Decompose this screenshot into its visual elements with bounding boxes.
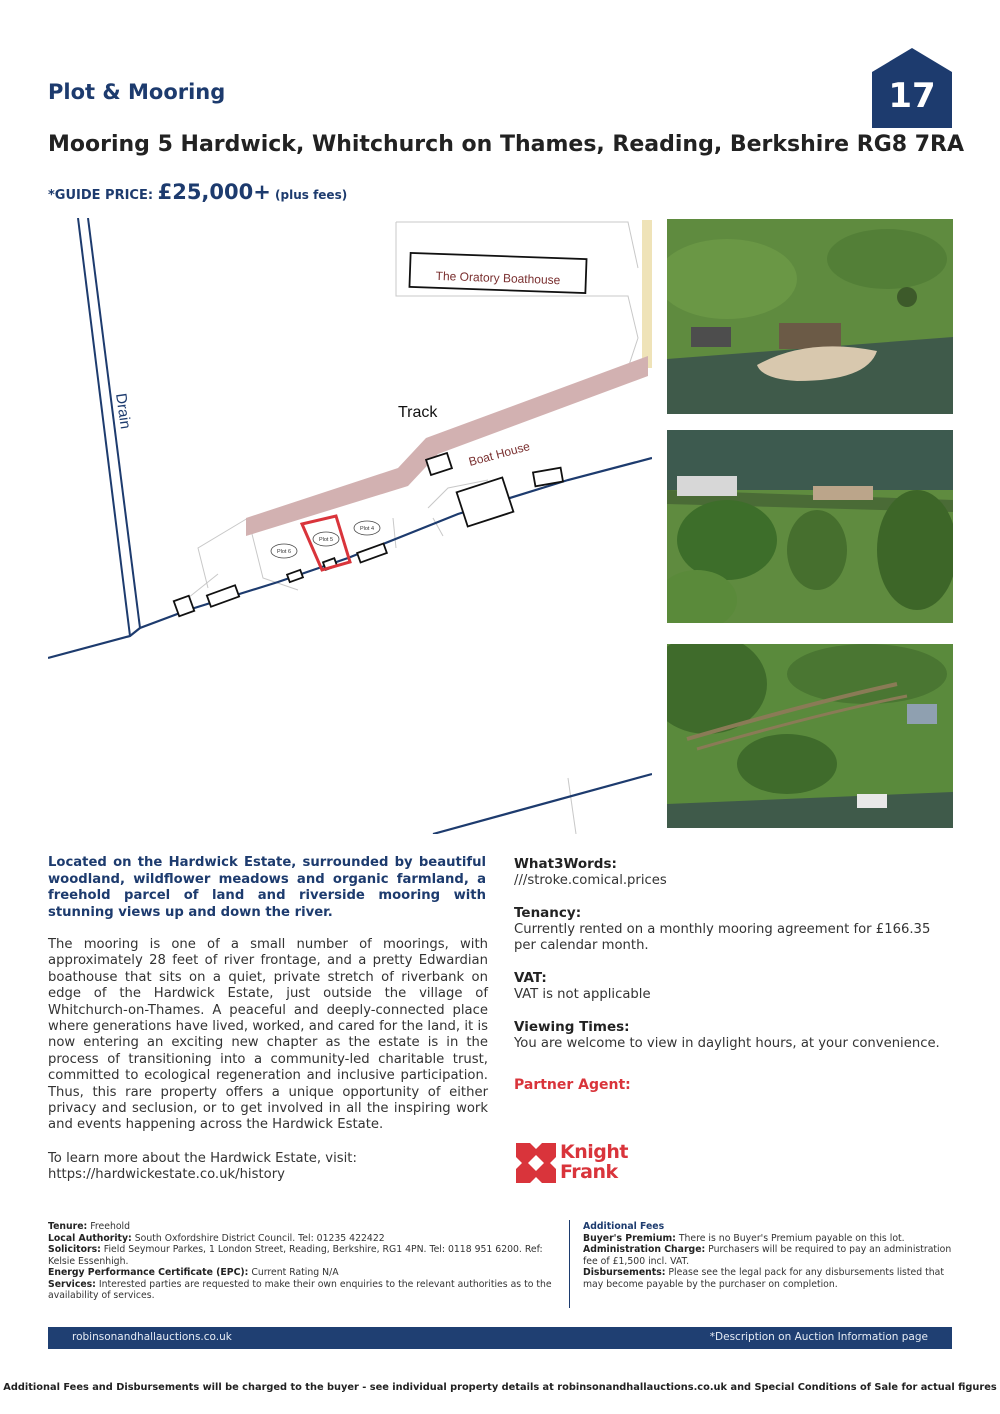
property-address: Mooring 5 Hardwick, Whitchurch on Thames, Reading, Berkshire RG8 7RA <box>48 132 964 157</box>
description-text: The mooring is one of a small number of moorings, with approximately 28 feet of river frontage, and a pretty Edwardian boathouse that sits on a quiet, private stretch of riverbank on edge of the Hardwick Estate, just outside the village of Whitchurch-on-Thames. A peaceful and deeply-connected place where generations have lived, worked, and cared for the land, it is now entering an exciting new chapter as the estate is in the process of transitioning into a community-led charitable trust, committed to ecological regeneration and inclusive participation. Thus, this rare property offers a unique opportunity of either privacy and seclusion, or to get involved in all the inspiring work and events happening across the Hardwick Estate. <box>48 937 488 1133</box>
track-shape <box>246 356 648 536</box>
guide-price-value: £25,000+ <box>157 180 271 204</box>
sand-strip <box>642 220 652 368</box>
disbursements-line: Disbursements: Please see the legal pack for any disbursements listed that may become payable by the purchaser on completion. <box>583 1267 944 1290</box>
guide-price-fees: (plus fees) <box>270 188 348 202</box>
aerial-photo-2 <box>667 430 953 623</box>
footer-note: *Description on Auction Information page <box>709 1331 928 1343</box>
lot-number: 17 <box>888 76 936 116</box>
learn-more-text: To learn more about the Hardwick Estate, visit: https://hardwickestate.co.uk/history <box>48 1151 357 1183</box>
viewing-label: Viewing Times: <box>514 1019 630 1035</box>
tenure-line: Tenure: Freehold <box>48 1221 131 1232</box>
services-line: Services: Interested parties are requested to make their own enquiries to the relevant authorities as to the availability of services. <box>48 1278 552 1301</box>
guide-price <box>48 180 347 204</box>
what3words-label: What3Words: <box>514 856 617 872</box>
fees-heading: Additional Fees <box>583 1221 665 1232</box>
additional-fees <box>583 1221 955 1290</box>
premium-line: Buyer's Premium: There is no Buyer's Premium payable on this lot. <box>583 1232 905 1244</box>
tenancy-value: Currently rented on a monthly mooring agreement for £166.35 per calendar month. <box>514 922 931 954</box>
intro-text: Located on the Hardwick Estate, surrounded by beautiful woodland, wildflower meadows and organic farmland, a freehold parcel of land and riverside mooring with stunning views up and down the river. <box>48 855 486 920</box>
solicitors-line: Solicitors: Field Seymour Parkes, 1 London Street, Reading, Berkshire, RG1 4PN. Tel: 0118 951 6200. Ref: Kelsie Essenhigh. <box>48 1244 543 1267</box>
tenancy-label: Tenancy: <box>514 905 582 921</box>
knight-frank-logo-text: Knight Frank <box>560 1141 628 1183</box>
footer-url-link[interactable]: robinsonandhallauctions.co.uk <box>72 1331 232 1343</box>
boat-house-label: Boat House <box>467 439 532 469</box>
guide-price-label: *GUIDE PRICE: <box>48 188 158 203</box>
building-small-5 <box>207 585 239 607</box>
partner-agent-label: Partner Agent: <box>514 1077 631 1093</box>
legal-info <box>48 1221 558 1302</box>
what3words-value: ///stroke.comical.prices <box>514 873 667 888</box>
legal-divider <box>569 1220 570 1308</box>
building-small-6 <box>287 570 303 582</box>
track-label: Track <box>398 404 438 421</box>
plot-6-label: Plot 6 <box>276 549 292 555</box>
site-plan-map <box>48 218 652 834</box>
river-far-bank <box>433 774 652 834</box>
vat-value: VAT is not applicable <box>514 987 651 1002</box>
authority-line: Local Authority: South Oxfordshire District Council. Tel: 01235 422422 <box>48 1232 385 1244</box>
vat-label: VAT: <box>514 970 547 986</box>
plot-4-label: Plot 4 <box>359 526 375 532</box>
aerial-photo-3 <box>667 644 953 828</box>
viewing-value: You are welcome to view in daylight hours, at your convenience. <box>514 1036 940 1051</box>
bottom-disclaimer: Additional Fees and Disbursements will be charged to the buyer - see individual property details at robinsonandhallauctions.co.uk and Special Conditions of Sale for actual figures <box>3 1382 997 1393</box>
aerial-photo-1 <box>667 219 953 414</box>
building-small-3 <box>357 544 387 563</box>
section-title: Plot & Mooring <box>48 80 226 104</box>
epc-line: Energy Performance Certificate (EPC): Current Rating N/A <box>48 1267 339 1278</box>
knight-frank-logo-icon <box>516 1143 556 1183</box>
oratory-boathouse-label: The Oratory Boathouse <box>435 268 561 288</box>
admin-line: Administration Charge: Purchasers will be required to pay an administration fee of £1,500 incl. VAT. <box>583 1244 952 1267</box>
plot-5-label: Plot 5 <box>318 537 334 543</box>
drain-label: Drain <box>112 392 134 431</box>
